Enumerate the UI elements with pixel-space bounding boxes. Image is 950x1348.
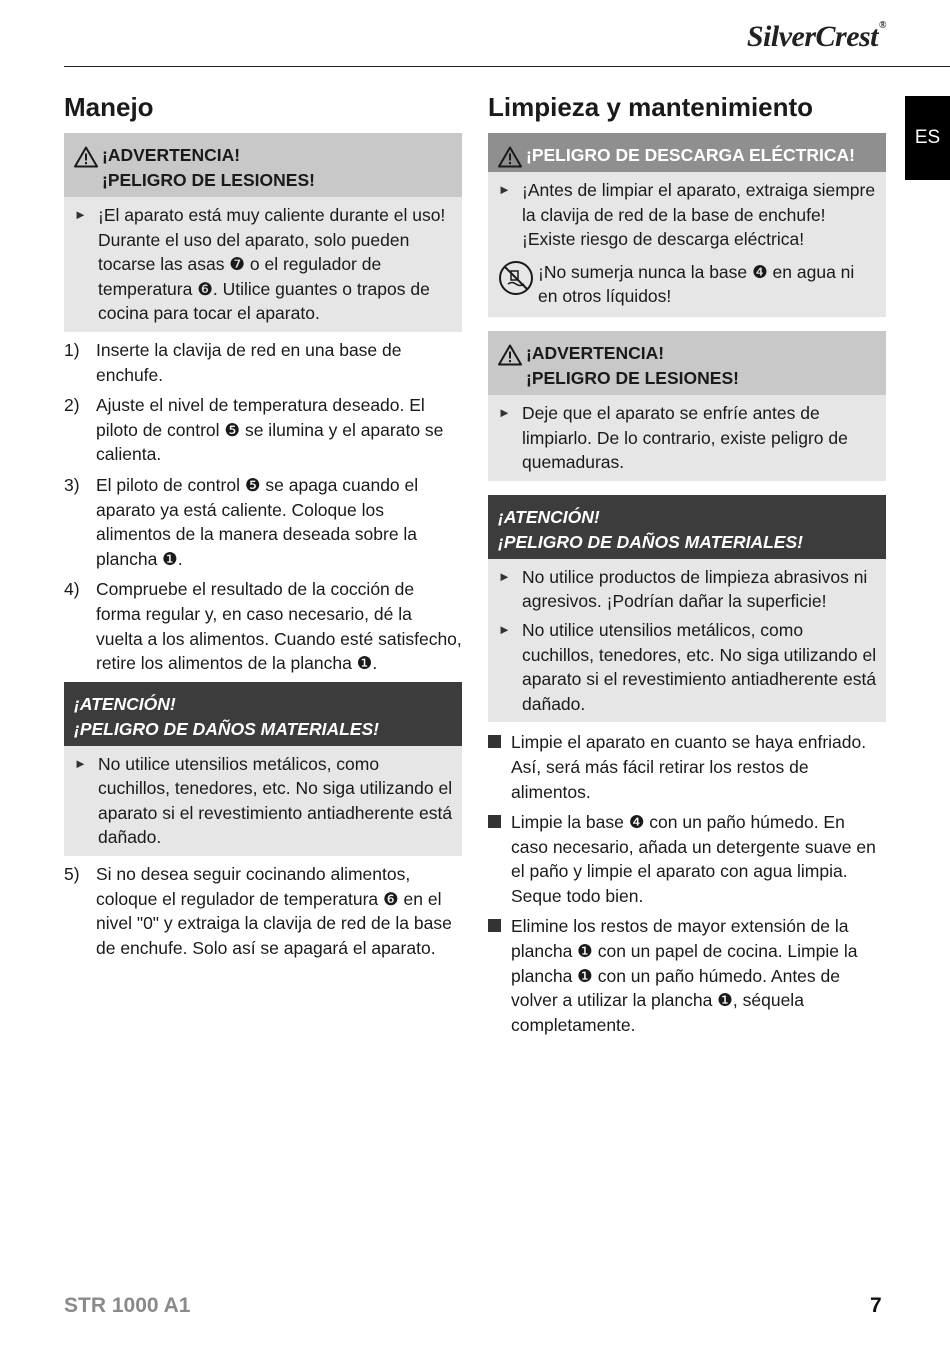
step-item xyxy=(64,862,462,960)
left-column xyxy=(64,92,462,966)
section-title-limpieza: Limpieza y mantenimiento xyxy=(488,92,814,122)
list-item xyxy=(74,752,454,854)
registered-mark: ® xyxy=(879,20,886,31)
header-rule xyxy=(64,66,950,67)
brand-logo xyxy=(747,20,886,54)
step-number: 4) xyxy=(64,579,80,600)
step-text: Ajuste el nivel de temperatura deseado. El piloto de control ❺ se ilumina y el aparato se calienta. xyxy=(96,395,444,465)
list-item xyxy=(488,810,886,908)
no-immerse-text: ¡No sumerja nunca la base ❹ en agua ni en otros líquidos! xyxy=(538,261,855,307)
list-item xyxy=(498,401,878,479)
warning-box xyxy=(488,331,886,481)
page-number: 7 xyxy=(870,1294,882,1317)
step-number: 2) xyxy=(64,395,80,416)
step-item xyxy=(64,577,462,675)
step-text: Si no desea seguir cocinando alimentos, coloque el regulador de temperatura ❻ en el nivel "0" y extraiga la clavija de red de la base de enchufe. Solo así se apagará el aparato. xyxy=(96,864,452,958)
attention-text: No utilice utensilios metálicos, como cuchillos, tenedores, etc. No siga utilizando el aparato si el revestimiento antiadherente está dañado. xyxy=(522,619,877,714)
arrow-bullet-icon: ► xyxy=(498,621,511,637)
bullet-text: Limpie el aparato en cuanto se haya enfriado. Así, será más fácil retirar los restos de alimentos. xyxy=(511,732,867,802)
language-tab: ES xyxy=(905,96,950,180)
square-bullet-icon xyxy=(488,810,511,908)
step-number: 5) xyxy=(64,864,80,885)
step-text: Compruebe el resultado de la cocción de forma regular y, en caso necesario, dé la vuelta a los alimentos. Cuando esté satisfecho, retire los alimentos de la plancha ❶. xyxy=(96,579,462,674)
attention-box xyxy=(488,495,886,723)
step-text: El piloto de control ❺ se apaga cuando el aparato ya está caliente. Coloque los alimentos de la manera deseada sobre la plancha ❶. xyxy=(96,474,419,569)
arrow-bullet-icon: ► xyxy=(498,404,511,420)
list-item xyxy=(74,203,454,330)
warning-triangle-icon xyxy=(74,143,102,193)
attention-heading-line-2: ¡PELIGRO DE DAÑOS MATERIALES! xyxy=(74,718,379,739)
step-text: Inserte la clavija de red en una base de enchufe. xyxy=(96,339,402,385)
footer-model-number: STR 1000 A1 xyxy=(64,1294,191,1317)
steps-list xyxy=(64,338,462,676)
no-immerse-icon xyxy=(498,260,538,309)
warning-text: ¡El aparato está muy caliente durante el uso! Durante el uso del aparato, solo pueden tocarse las asas ❼ o el regulador de temperatura ❻. Utilice guantes o trapos de cocina para tocar el aparato. xyxy=(98,205,446,324)
warning-heading xyxy=(488,331,886,395)
no-immerse-item xyxy=(498,256,878,315)
attention-box xyxy=(64,682,462,856)
bullet-text: Elimine los restos de mayor extensión de la plancha ❶ con un papel de cocina. Limpie la plancha ❶ con un paño húmedo. Antes de volver a utilizar la plancha ❶, séquela completamente. xyxy=(511,916,858,1035)
warning-text: Deje que el aparato se enfríe antes de limpiarlo. De lo contrario, existe peligro de quemaduras. xyxy=(522,402,848,473)
arrow-bullet-icon: ► xyxy=(74,207,87,222)
arrow-bullet-icon: ► xyxy=(498,568,511,584)
bullet-list xyxy=(488,730,886,1037)
bullet-text: Limpie la base ❹ con un paño húmedo. En caso necesario, añada un detergente suave en el paño y limpie el aparato con agua limpia. Seque todo bien. xyxy=(511,812,876,906)
shock-warning-heading xyxy=(488,133,886,172)
list-item xyxy=(498,618,878,720)
list-item xyxy=(498,565,878,618)
step-number: 3) xyxy=(64,474,80,495)
steps-list xyxy=(64,862,462,960)
step-item xyxy=(64,473,462,571)
list-item xyxy=(488,914,886,1037)
step-item xyxy=(64,393,462,467)
step-number: 1) xyxy=(64,339,80,360)
square-bullet-icon xyxy=(488,914,511,1037)
warning-heading-line-1: ¡ADVERTENCIA! xyxy=(526,342,665,363)
right-column xyxy=(488,92,886,1043)
shock-heading-text: ¡PELIGRO DE DESCARGA ELÉCTRICA! xyxy=(526,145,855,165)
attention-heading-line-2: ¡PELIGRO DE DAÑOS MATERIALES! xyxy=(498,531,803,552)
warning-heading-line-2: ¡PELIGRO DE LESIONES! xyxy=(102,170,315,190)
attention-heading-line-1: ¡ATENCIÓN! xyxy=(74,693,176,714)
warning-triangle-icon xyxy=(498,341,526,391)
shock-text: ¡Antes de limpiar el aparato, extraiga siempre la clavija de red de la base de enchufe! ¡Existe riesgo de descarga eléctrica! xyxy=(522,180,876,250)
attention-text: No utilice utensilios metálicos, como cuchillos, tenedores, etc. No siga utilizando el aparato si el revestimiento antiadherente está dañado. xyxy=(98,753,453,848)
warning-triangle-icon xyxy=(498,143,526,168)
warning-heading-line-2: ¡PELIGRO DE LESIONES! xyxy=(526,367,739,388)
section-title-manejo: Manejo xyxy=(64,92,154,122)
attention-heading-line-1: ¡ATENCIÓN! xyxy=(498,506,600,527)
arrow-bullet-icon: ► xyxy=(74,755,87,771)
attention-heading xyxy=(488,495,886,559)
arrow-bullet-icon: ► xyxy=(498,182,511,197)
list-item xyxy=(498,178,878,256)
square-bullet-icon xyxy=(488,730,511,804)
shock-warning-box xyxy=(488,133,886,317)
step-item xyxy=(64,338,462,387)
attention-text: No utilice productos de limpieza abrasivos ni agresivos. ¡Podrían dañar la superficie! xyxy=(522,566,868,612)
brand-name: SilverCrest xyxy=(746,20,879,53)
warning-heading xyxy=(64,133,462,197)
warning-box xyxy=(64,133,462,332)
warning-heading-line-1: ¡ADVERTENCIA! xyxy=(102,145,241,165)
list-item xyxy=(488,730,886,804)
attention-heading xyxy=(64,682,462,746)
